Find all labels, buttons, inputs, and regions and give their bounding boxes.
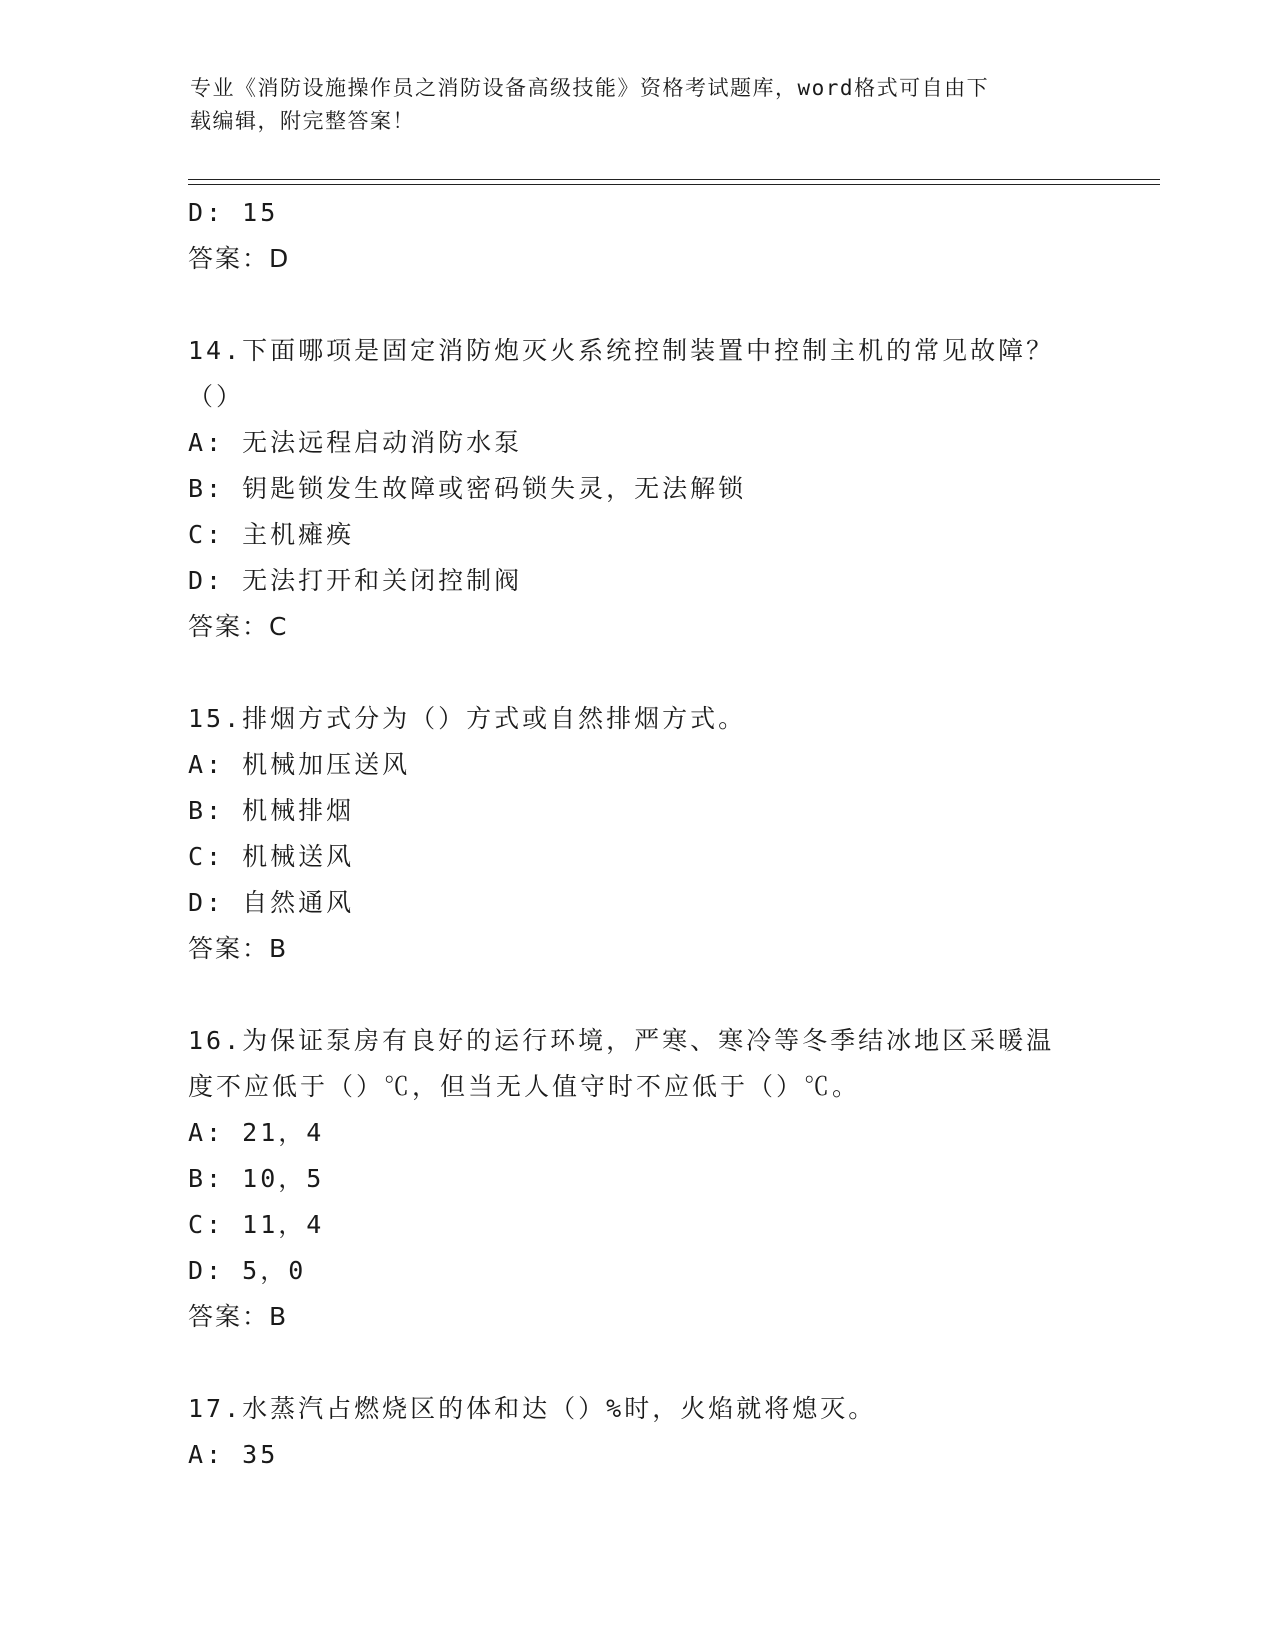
question-16 xyxy=(188,1018,1088,1340)
option-a: A: 机械加压送风 xyxy=(188,750,411,779)
answer: 答案：B xyxy=(188,1302,289,1331)
spacer xyxy=(188,650,1088,696)
option-c: C: 11，4 xyxy=(188,1210,325,1239)
header-line-2: 载编辑，附完整答案！ xyxy=(190,109,415,133)
question-14 xyxy=(188,328,1088,650)
option-a: A: 35 xyxy=(188,1440,279,1469)
answer: 答案：B xyxy=(188,934,289,963)
question-stem: 16.为保证泵房有良好的运行环境，严寒、寒冷等冬季结冰地区采暖温 xyxy=(188,1026,1055,1055)
option-c: C: 主机瘫痪 xyxy=(188,520,355,549)
option-a: A: 无法远程启动消防水泵 xyxy=(188,428,523,457)
option-b: B: 10，5 xyxy=(188,1164,325,1193)
document-header xyxy=(190,72,1090,138)
question-stem: 14.下面哪项是固定消防炮灭火系统控制装置中控制主机的常见故障？ xyxy=(188,336,1055,365)
question-15 xyxy=(188,696,1088,972)
question-stem-continued: 度不应低于（）℃，但当无人值守时不应低于（）℃。 xyxy=(188,1072,861,1101)
header-rule-top xyxy=(188,179,1160,180)
answer: 答案：D xyxy=(188,244,291,273)
spacer xyxy=(188,1340,1088,1386)
option-d: D: 15 xyxy=(188,198,279,227)
option-b: B: 钥匙锁发生故障或密码锁失灵，无法解锁 xyxy=(188,474,747,503)
spacer xyxy=(188,282,1088,328)
option-b: B: 机械排烟 xyxy=(188,796,355,825)
option-c: C: 机械送风 xyxy=(188,842,355,871)
question-stem-continued: （） xyxy=(188,382,245,411)
option-a: A: 21，4 xyxy=(188,1118,325,1147)
question-list xyxy=(188,190,1088,1478)
answer: 答案：C xyxy=(188,612,289,641)
header-rule-bottom xyxy=(188,184,1160,185)
spacer xyxy=(188,972,1088,1018)
option-d: D: 自然通风 xyxy=(188,888,355,917)
question-stem: 17.水蒸汽占燃烧区的体和达（）%时，火焰就将熄灭。 xyxy=(188,1394,877,1423)
header-line-1: 专业《消防设施操作员之消防设备高级技能》资格考试题库，word格式可自由下 xyxy=(190,76,990,100)
question-17 xyxy=(188,1386,1088,1478)
question-stem: 15.排烟方式分为（）方式或自然排烟方式。 xyxy=(188,704,747,733)
option-d: D: 无法打开和关闭控制阀 xyxy=(188,566,523,595)
option-d: D: 5，0 xyxy=(188,1256,307,1285)
